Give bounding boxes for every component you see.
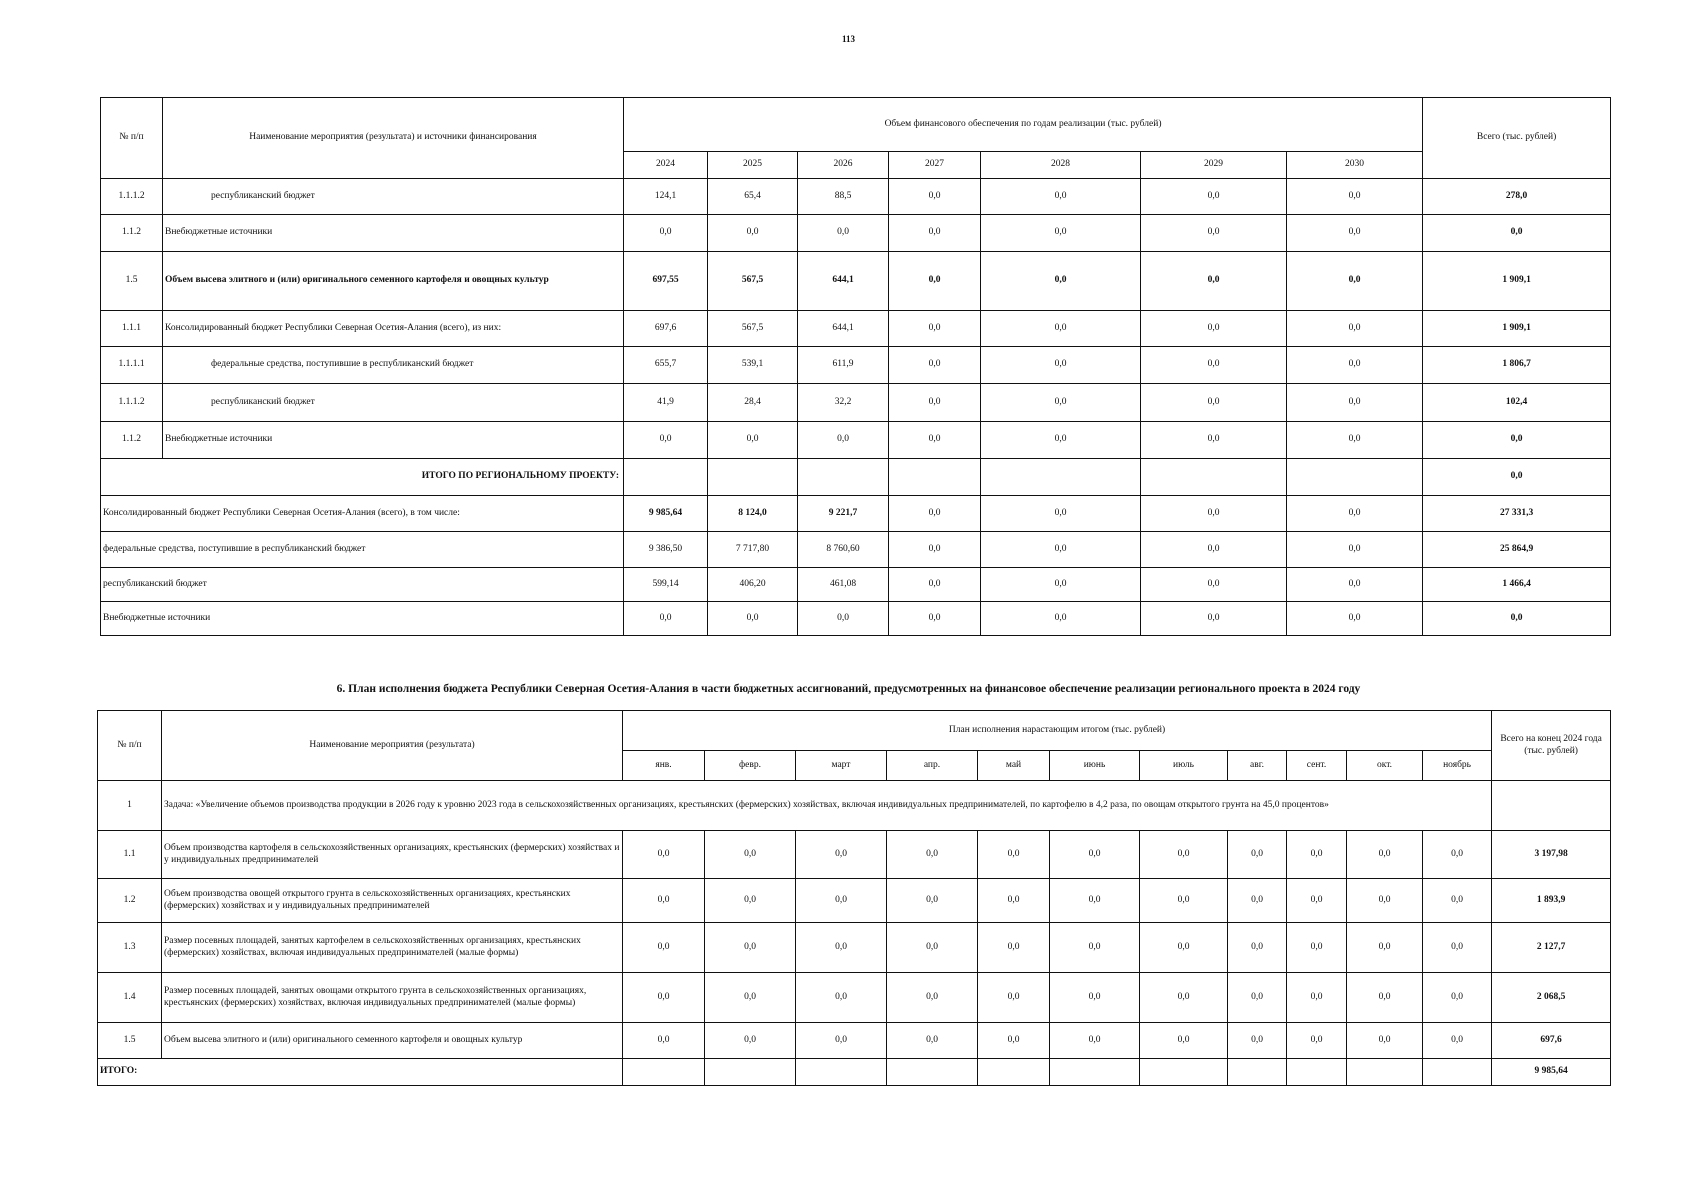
value-cell: 0,0 — [981, 602, 1141, 636]
summary-row — [101, 602, 1611, 636]
row-number: 1.5 — [101, 252, 163, 311]
value-cell: 0,0 — [1050, 1023, 1140, 1059]
task-row — [98, 781, 1611, 831]
total-cell: 1 806,7 — [1423, 347, 1611, 384]
value-cell: 41,9 — [624, 384, 708, 422]
value-cell: 0,0 — [1140, 1023, 1228, 1059]
value-cell: 697,6 — [624, 311, 708, 347]
header-name: Наименование мероприятия (результата) и источники финансирования — [163, 98, 624, 179]
financing-table — [100, 97, 1611, 636]
value-cell: 0,0 — [978, 831, 1050, 879]
year-header: 2028 — [981, 152, 1141, 179]
row-name: Размер посевных площадей, занятых картофелем в сельскохозяйственных организациях, крестьянских (фермерских) хозяйствах, включая индивидуальных предпринимателей (малые формы) — [162, 923, 623, 973]
value-cell: 0,0 — [1347, 879, 1423, 923]
value-cell: 0,0 — [1423, 879, 1492, 923]
table-row — [98, 923, 1611, 973]
value-cell: 0,0 — [798, 602, 889, 636]
value-cell: 0,0 — [623, 1023, 705, 1059]
empty-cell — [796, 1059, 887, 1086]
total-cell: 0,0 — [1423, 215, 1611, 252]
value-cell: 0,0 — [1050, 973, 1140, 1023]
table-row — [101, 215, 1611, 252]
empty-cell — [1492, 781, 1611, 831]
value-cell: 32,2 — [798, 384, 889, 422]
row-number: 1.1.2 — [101, 215, 163, 252]
value-cell: 0,0 — [623, 923, 705, 973]
row-number: 1.1.1.2 — [101, 384, 163, 422]
empty-cell — [1141, 459, 1287, 496]
value-cell: 0,0 — [889, 384, 981, 422]
row-name: Объем производства картофеля в сельскохозяйственных организациях, крестьянских (фермерских) хозяйствах и у индивидуальных предпринимателей — [162, 831, 623, 879]
value-cell: 0,0 — [708, 602, 798, 636]
value-cell: 0,0 — [981, 311, 1141, 347]
value-cell: 0,0 — [981, 496, 1141, 532]
value-cell: 0,0 — [889, 347, 981, 384]
table-row — [98, 831, 1611, 879]
value-cell: 0,0 — [978, 879, 1050, 923]
row-name: Внебюджетные источники — [163, 215, 624, 252]
value-cell: 0,0 — [1287, 1023, 1347, 1059]
value-cell: 406,20 — [708, 568, 798, 602]
empty-cell — [798, 459, 889, 496]
value-cell: 0,0 — [708, 422, 798, 459]
total-cell: 1 909,1 — [1423, 252, 1611, 311]
month-header: июнь — [1050, 751, 1140, 781]
total-cell: 0,0 — [1423, 602, 1611, 636]
header-plan: План исполнения нарастающим итогом (тыс. рублей) — [623, 711, 1492, 751]
value-cell: 9 985,64 — [624, 496, 708, 532]
value-cell: 0,0 — [1140, 831, 1228, 879]
value-cell: 0,0 — [1287, 347, 1423, 384]
value-cell: 0,0 — [981, 252, 1141, 311]
value-cell: 0,0 — [796, 879, 887, 923]
value-cell: 0,0 — [889, 215, 981, 252]
total-cell: 0,0 — [1423, 422, 1611, 459]
value-cell: 0,0 — [705, 879, 796, 923]
year-header: 2024 — [624, 152, 708, 179]
empty-cell — [1347, 1059, 1423, 1086]
value-cell: 0,0 — [798, 215, 889, 252]
value-cell: 0,0 — [1141, 215, 1287, 252]
value-cell: 0,0 — [889, 568, 981, 602]
row-number: 1.5 — [98, 1023, 162, 1059]
empty-cell — [889, 459, 981, 496]
value-cell: 0,0 — [981, 568, 1141, 602]
value-cell: 0,0 — [889, 252, 981, 311]
table-row — [98, 973, 1611, 1023]
header-row — [101, 98, 1611, 152]
total-cell: 2 127,7 — [1492, 923, 1611, 973]
value-cell: 0,0 — [1141, 568, 1287, 602]
value-cell: 0,0 — [1287, 831, 1347, 879]
value-cell: 0,0 — [1141, 347, 1287, 384]
value-cell: 0,0 — [1287, 179, 1423, 215]
row-name: Размер посевных площадей, занятых овощами открытого грунта в сельскохозяйственных организациях, крестьянских (фермерских) хозяйствах, включая индивидуальных предпринимателей (малые формы) — [162, 973, 623, 1023]
header-name: Наименование мероприятия (результата) — [162, 711, 623, 781]
value-cell: 0,0 — [889, 311, 981, 347]
task-text: Задача: «Увеличение объемов производства продукции в 2026 году к уровню 2023 года в сельскохозяйственных организациях, крестьянских (фермерских) хозяйствах, включая индивидуальных предпринимателей, по картофелю в 4,2 раза, по овощам открытого грунта на 45,0 процентов» — [162, 781, 1492, 831]
value-cell: 0,0 — [705, 973, 796, 1023]
month-header: май — [978, 751, 1050, 781]
value-cell: 0,0 — [889, 496, 981, 532]
total-cell: 27 331,3 — [1423, 496, 1611, 532]
value-cell: 0,0 — [705, 923, 796, 973]
value-cell: 0,0 — [978, 923, 1050, 973]
month-header: ноябрь — [1423, 751, 1492, 781]
value-cell: 0,0 — [1287, 311, 1423, 347]
month-header: апр. — [887, 751, 978, 781]
empty-cell — [708, 459, 798, 496]
empty-cell — [981, 459, 1141, 496]
value-cell: 0,0 — [1228, 923, 1287, 973]
value-cell: 0,0 — [1423, 973, 1492, 1023]
summary-name: федеральные средства, поступившие в республиканский бюджет — [101, 532, 624, 568]
empty-cell — [1287, 459, 1423, 496]
table-row — [101, 179, 1611, 215]
summary-name: республиканский бюджет — [101, 568, 624, 602]
value-cell: 655,7 — [624, 347, 708, 384]
value-cell: 0,0 — [796, 973, 887, 1023]
value-cell: 0,0 — [889, 179, 981, 215]
value-cell: 0,0 — [796, 831, 887, 879]
value-cell: 0,0 — [1140, 879, 1228, 923]
row-number: 1.3 — [98, 923, 162, 973]
year-header: 2027 — [889, 152, 981, 179]
empty-cell — [1287, 1059, 1347, 1086]
summary-row — [101, 568, 1611, 602]
budget-plan-table — [97, 710, 1611, 1086]
header-volume: Объем финансового обеспечения по годам реализации (тыс. рублей) — [624, 98, 1423, 152]
table-row — [101, 384, 1611, 422]
value-cell: 0,0 — [1347, 831, 1423, 879]
row-name: Объем высева элитного и (или) оригинального семенного картофеля и овощных культур — [162, 1023, 623, 1059]
value-cell: 65,4 — [708, 179, 798, 215]
value-cell: 0,0 — [1287, 602, 1423, 636]
value-cell: 0,0 — [1141, 252, 1287, 311]
itogo-row — [98, 1059, 1611, 1086]
row-number: 1 — [98, 781, 162, 831]
value-cell: 599,14 — [624, 568, 708, 602]
summary-name: Консолидированный бюджет Республики Северная Осетия-Алания (всего), в том числе: — [101, 496, 624, 532]
empty-cell — [623, 1059, 705, 1086]
month-header: авг. — [1228, 751, 1287, 781]
value-cell: 0,0 — [1141, 422, 1287, 459]
value-cell: 0,0 — [798, 422, 889, 459]
value-cell: 0,0 — [1287, 252, 1423, 311]
value-cell: 9 221,7 — [798, 496, 889, 532]
month-header: июль — [1140, 751, 1228, 781]
value-cell: 0,0 — [981, 179, 1141, 215]
value-cell: 0,0 — [1141, 602, 1287, 636]
value-cell: 0,0 — [889, 422, 981, 459]
value-cell: 0,0 — [1141, 496, 1287, 532]
month-header: март — [796, 751, 887, 781]
value-cell: 0,0 — [796, 1023, 887, 1059]
table-row — [101, 422, 1611, 459]
month-header: сент. — [1287, 751, 1347, 781]
value-cell: 0,0 — [1287, 923, 1347, 973]
value-cell: 644,1 — [798, 252, 889, 311]
row-name: Объем производства овощей открытого грунта в сельскохозяйственных организациях, крестьянских (фермерских) хозяйствах и у индивидуальных предпринимателей — [162, 879, 623, 923]
row-name: Консолидированный бюджет Республики Северная Осетия-Алания (всего), из них: — [163, 311, 624, 347]
page-number: 113 — [841, 34, 855, 44]
value-cell: 0,0 — [624, 215, 708, 252]
value-cell: 0,0 — [705, 831, 796, 879]
value-cell: 567,5 — [708, 252, 798, 311]
value-cell: 0,0 — [1228, 831, 1287, 879]
value-cell: 0,0 — [978, 1023, 1050, 1059]
value-cell: 0,0 — [1228, 1023, 1287, 1059]
value-cell: 0,0 — [624, 602, 708, 636]
empty-cell — [705, 1059, 796, 1086]
empty-cell — [887, 1059, 978, 1086]
value-cell: 0,0 — [623, 973, 705, 1023]
value-cell: 0,0 — [1287, 215, 1423, 252]
value-cell: 0,0 — [705, 1023, 796, 1059]
value-cell: 0,0 — [1423, 1023, 1492, 1059]
value-cell: 611,9 — [798, 347, 889, 384]
row-name: республиканский бюджет — [163, 384, 624, 422]
value-cell: 0,0 — [887, 831, 978, 879]
value-cell: 644,1 — [798, 311, 889, 347]
value-cell: 0,0 — [1347, 973, 1423, 1023]
value-cell: 0,0 — [1347, 1023, 1423, 1059]
year-header: 2026 — [798, 152, 889, 179]
value-cell: 0,0 — [1228, 973, 1287, 1023]
month-header: февр. — [705, 751, 796, 781]
empty-cell — [1140, 1059, 1228, 1086]
value-cell: 28,4 — [708, 384, 798, 422]
total-cell: 278,0 — [1423, 179, 1611, 215]
value-cell: 124,1 — [624, 179, 708, 215]
table-row — [101, 252, 1611, 311]
total-cell: 1 893,9 — [1492, 879, 1611, 923]
header-row — [98, 711, 1611, 751]
value-cell: 0,0 — [887, 879, 978, 923]
value-cell: 0,0 — [1050, 923, 1140, 973]
table-row — [98, 879, 1611, 923]
value-cell: 0,0 — [981, 215, 1141, 252]
row-name: федеральные средства, поступившие в республиканский бюджет — [163, 347, 624, 384]
total-cell: 1 909,1 — [1423, 311, 1611, 347]
row-name: Внебюджетные источники — [163, 422, 624, 459]
value-cell: 0,0 — [1050, 831, 1140, 879]
value-cell: 0,0 — [1423, 831, 1492, 879]
total-cell: 1 466,4 — [1423, 568, 1611, 602]
year-header: 2029 — [1141, 152, 1287, 179]
value-cell: 0,0 — [889, 602, 981, 636]
table-row — [98, 1023, 1611, 1059]
value-cell: 0,0 — [624, 422, 708, 459]
header-num: № п/п — [101, 98, 163, 179]
value-cell: 0,0 — [1287, 532, 1423, 568]
value-cell: 0,0 — [978, 973, 1050, 1023]
value-cell: 8 760,60 — [798, 532, 889, 568]
value-cell: 539,1 — [708, 347, 798, 384]
value-cell: 0,0 — [1287, 973, 1347, 1023]
itogo-label: ИТОГО ПО РЕГИОНАЛЬНОМУ ПРОЕКТУ: — [101, 459, 624, 496]
row-number: 1.4 — [98, 973, 162, 1023]
itogo-row — [101, 459, 1611, 496]
year-header: 2025 — [708, 152, 798, 179]
summary-name: Внебюджетные источники — [101, 602, 624, 636]
value-cell: 0,0 — [1228, 879, 1287, 923]
value-cell: 0,0 — [1347, 923, 1423, 973]
value-cell: 0,0 — [1141, 179, 1287, 215]
value-cell: 0,0 — [1423, 923, 1492, 973]
value-cell: 9 386,50 — [624, 532, 708, 568]
row-name: республиканский бюджет — [163, 179, 624, 215]
row-number: 1.1.2 — [101, 422, 163, 459]
row-number: 1.1 — [98, 831, 162, 879]
header-num: № п/п — [98, 711, 162, 781]
row-number: 1.2 — [98, 879, 162, 923]
itogo-total: 9 985,64 — [1492, 1059, 1611, 1086]
summary-row — [101, 532, 1611, 568]
table-row — [101, 347, 1611, 384]
table-row — [101, 311, 1611, 347]
value-cell: 0,0 — [623, 879, 705, 923]
value-cell: 0,0 — [708, 215, 798, 252]
value-cell: 0,0 — [1140, 973, 1228, 1023]
value-cell: 7 717,80 — [708, 532, 798, 568]
month-header: янв. — [623, 751, 705, 781]
value-cell: 0,0 — [887, 923, 978, 973]
value-cell: 0,0 — [1141, 384, 1287, 422]
empty-cell — [1423, 1059, 1492, 1086]
header-total: Всего на конец 2024 года (тыс. рублей) — [1492, 711, 1611, 781]
value-cell: 697,55 — [624, 252, 708, 311]
value-cell: 0,0 — [796, 923, 887, 973]
month-header: окт. — [1347, 751, 1423, 781]
value-cell: 567,5 — [708, 311, 798, 347]
value-cell: 0,0 — [981, 532, 1141, 568]
value-cell: 0,0 — [887, 973, 978, 1023]
itogo-total: 0,0 — [1423, 459, 1611, 496]
value-cell: 0,0 — [981, 422, 1141, 459]
value-cell: 0,0 — [1287, 422, 1423, 459]
total-cell: 3 197,98 — [1492, 831, 1611, 879]
value-cell: 0,0 — [1287, 496, 1423, 532]
empty-cell — [1050, 1059, 1140, 1086]
row-number: 1.1.1 — [101, 311, 163, 347]
value-cell: 0,0 — [1287, 879, 1347, 923]
value-cell: 0,0 — [981, 384, 1141, 422]
total-cell: 102,4 — [1423, 384, 1611, 422]
header-total: Всего (тыс. рублей) — [1423, 98, 1611, 179]
itogo-label: ИТОГО: — [98, 1059, 623, 1086]
value-cell: 0,0 — [1141, 311, 1287, 347]
value-cell: 88,5 — [798, 179, 889, 215]
row-number: 1.1.1.2 — [101, 179, 163, 215]
value-cell: 461,08 — [798, 568, 889, 602]
value-cell: 0,0 — [889, 532, 981, 568]
value-cell: 0,0 — [1141, 532, 1287, 568]
summary-row — [101, 496, 1611, 532]
empty-cell — [624, 459, 708, 496]
total-cell: 697,6 — [1492, 1023, 1611, 1059]
value-cell: 0,0 — [1287, 568, 1423, 602]
total-cell: 25 864,9 — [1423, 532, 1611, 568]
section-6-title: 6. План исполнения бюджета Республики Северная Осетия-Алания в части бюджетных ассигнований, предусмотренных на финансовое обеспечение реализации регионального проекта в 2024 году — [336, 683, 1361, 695]
value-cell: 0,0 — [623, 831, 705, 879]
year-header: 2030 — [1287, 152, 1423, 179]
row-name: Объем высева элитного и (или) оригинального семенного картофеля и овощных культур — [163, 252, 624, 311]
row-number: 1.1.1.1 — [101, 347, 163, 384]
value-cell: 0,0 — [1287, 384, 1423, 422]
empty-cell — [978, 1059, 1050, 1086]
empty-cell — [1228, 1059, 1287, 1086]
value-cell: 8 124,0 — [708, 496, 798, 532]
total-cell: 2 068,5 — [1492, 973, 1611, 1023]
value-cell: 0,0 — [887, 1023, 978, 1059]
value-cell: 0,0 — [1140, 923, 1228, 973]
value-cell: 0,0 — [1050, 879, 1140, 923]
value-cell: 0,0 — [981, 347, 1141, 384]
